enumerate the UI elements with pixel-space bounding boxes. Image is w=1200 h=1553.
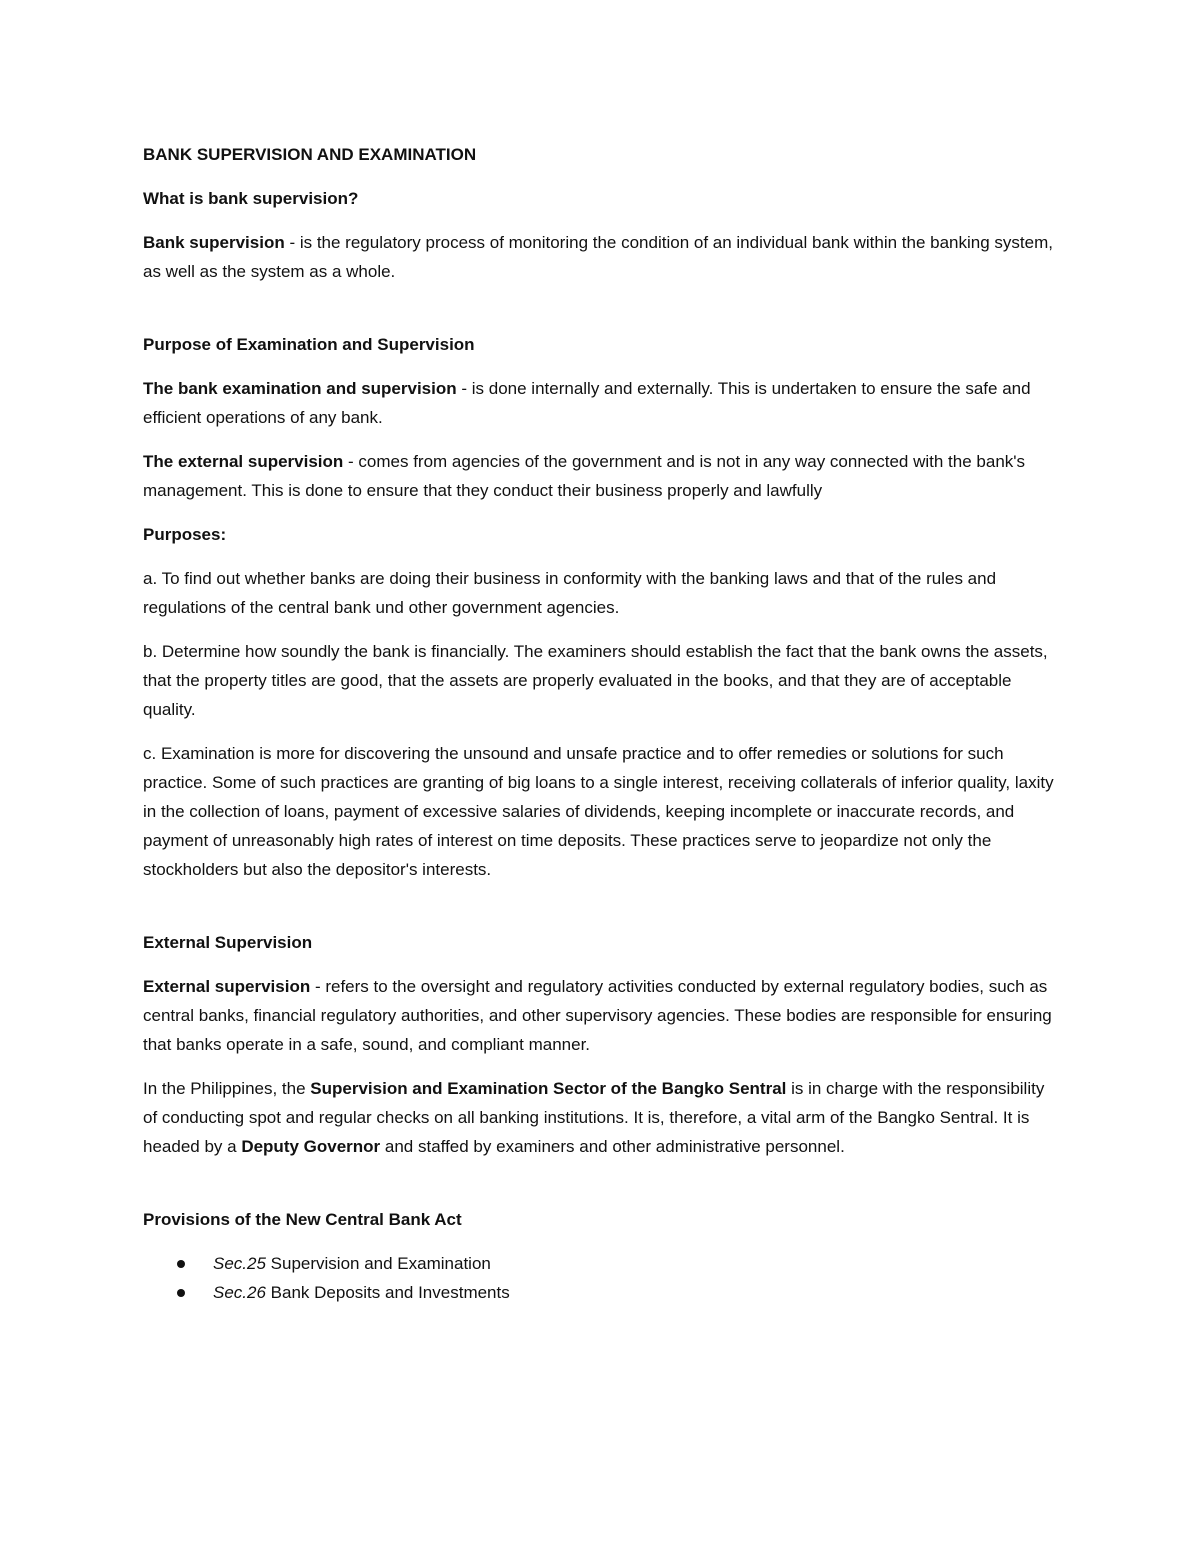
purpose-item-c: c. Examination is more for discovering the unsound and unsafe practice and to offer remedies or solutions for such practice. Some of such practices are granting of big loans to a single interest, receiving collaterals of inferior quality, laxity in the collection of loans, payment of excessive salaries of dividends, keeping incomplete or inaccurate records, and payment of unreasonably high rates of interest on time deposits. These practices serve to jeopardize not only the stockholders but also the depositor's interests. <box>143 744 1054 879</box>
list-item <box>143 1249 1063 1278</box>
document-page <box>143 140 1063 1307</box>
paragraph-term: The external supervision <box>143 452 344 471</box>
paragraph-text: - comes from agencies of the government and is not in any way connected with the bank's management. This is done to ensure that they conduct their business properly and lawfully <box>143 452 1026 500</box>
bullet-icon <box>177 1260 185 1268</box>
paragraph-term: External supervision <box>143 977 311 996</box>
paragraph-text: and staffed by examiners and other administrative personnel. <box>380 1137 845 1156</box>
paragraph-text: In the Philippines, the <box>143 1079 311 1098</box>
paragraph-term: The bank examination and supervision <box>143 379 457 398</box>
paragraph-term: Deputy Governor <box>241 1137 381 1156</box>
document-title: BANK SUPERVISION AND EXAMINATION <box>143 145 477 164</box>
purpose-item-a: a. To find out whether banks are doing their business in conformity with the banking laws and that of the rules and regulations of the central bank und other government agencies. <box>143 569 997 617</box>
paragraph-term: Supervision and Examination Sector of the Bangko Sentral <box>310 1079 787 1098</box>
paragraph-text: is in charge with the responsibility of conducting spot and regular checks on all banking institutions. It is, therefore, a vital arm of the Bangko Sentral. It is headed by a <box>143 1079 1045 1156</box>
paragraph-external <box>143 447 1063 505</box>
definition-term: Bank supervision <box>143 233 285 252</box>
bullet-icon <box>177 1289 185 1297</box>
provisions-list <box>143 1249 1063 1307</box>
section-label: Supervision and Examination <box>265 1254 491 1273</box>
paragraph-text: - refers to the oversight and regulatory activities conducted by external regulatory bodies, such as central banks, financial regulatory authorities, and other supervisory agencies. These bodies are responsible for ensuring that banks operate in a safe, sound, and compliant manner. <box>143 977 1052 1054</box>
section-number: Sec.25 <box>213 1254 266 1273</box>
purpose-item-b: b. Determine how soundly the bank is financially. The examiners should establish the fact that the bank owns the assets, that the property titles are good, that the assets are properly evaluated in the books, and that they are of acceptable quality. <box>143 642 1048 719</box>
section-heading-purpose: Purpose of Examination and Supervision <box>143 335 475 354</box>
paragraph-text: - is done internally and externally. This is undertaken to ensure the safe and efficient operations of any bank. <box>143 379 1031 427</box>
bank-supervision-definition <box>143 228 1063 286</box>
paragraph-philippines <box>143 1074 1063 1161</box>
definition-text: - is the regulatory process of monitoring the condition of an individual bank within the banking system, as well as the system as a whole. <box>143 233 1053 281</box>
paragraph-external-supervision <box>143 972 1063 1059</box>
section-question: What is bank supervision? <box>143 189 359 208</box>
section-label: Bank Deposits and Investments <box>265 1283 510 1302</box>
paragraph-examination <box>143 374 1063 432</box>
section-heading-external: External Supervision <box>143 933 313 952</box>
purposes-label: Purposes: <box>143 525 227 544</box>
section-number: Sec.26 <box>213 1283 266 1302</box>
list-item <box>143 1278 1063 1307</box>
section-heading-provisions: Provisions of the New Central Bank Act <box>143 1210 462 1229</box>
